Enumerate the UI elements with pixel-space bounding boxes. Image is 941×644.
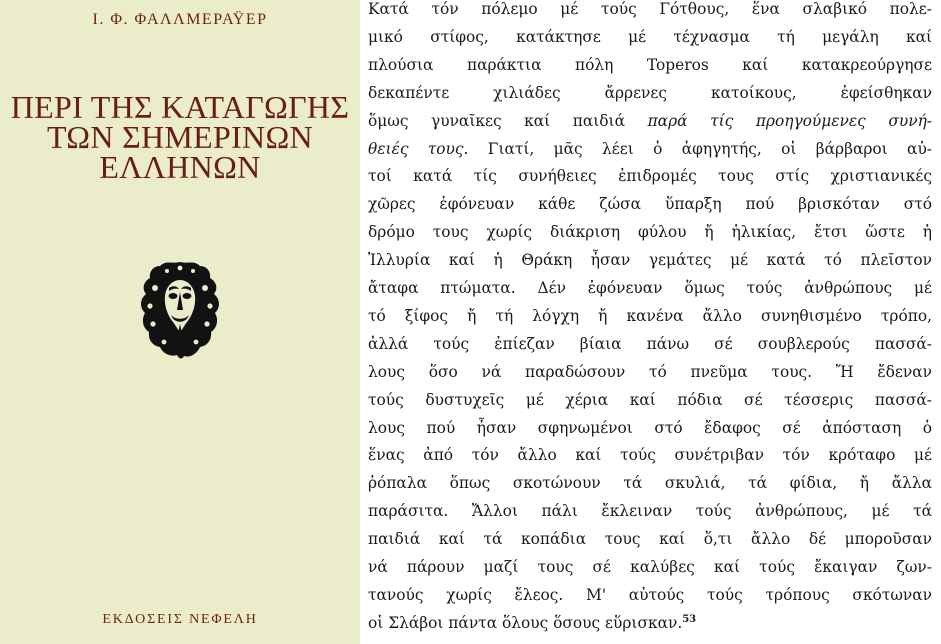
italic-text: θειές τους: [368, 139, 464, 158]
cover-author: Ι. Φ. ΦΑΛΛΜΕΡΑΫΕΡ: [92, 11, 268, 28]
cover-title-line-2: ΤΩΝ ΣΗΜΕΡΙΝΩΝ: [47, 119, 313, 155]
text-line: [368, 110, 932, 132]
text-segment: δρόμο τους χωρίς διάκριση φύλου ἤ ἡλικίας, ἔτσι ὥστε ἡ: [368, 223, 932, 242]
text-segment: λους ὅσο νά παραδώσουν τό πνεῦμα τους. Ἤ ἔδεναν: [368, 362, 932, 381]
text-line: [368, 277, 932, 299]
text-line: [368, 165, 932, 187]
text-segment: ἄταφα πτώματα. Δέν ἐφόνευαν ὅμως τούς ἀνθρώπους μέ: [368, 279, 932, 297]
text-line: [368, 82, 932, 104]
text-line: [368, 444, 932, 466]
text-line: [368, 54, 932, 76]
text-line: [368, 500, 932, 522]
text-segment: οἱ Σλάβοι πάντα ὅλους ὅσους εὕρισκαν.: [368, 613, 683, 632]
text-segment: τό ξίφος ἤ τή λόγχη ἤ κανένα ἄλλο συνηθισμένο τρόπο,: [368, 306, 932, 325]
text-segment: τοί κατά τίς συνήθειες ἐπιδρομές τους στίς χριστιανικές: [368, 167, 932, 186]
text-segment: νά πάρουν μαζί τους σέ καλύβες καί τούς ἔκαιγαν ζων-: [368, 558, 932, 576]
text-line: [368, 333, 932, 355]
text-line: [368, 389, 932, 411]
text-line: [368, 612, 932, 634]
cover-title-line-3: ΕΛΛΗΝΩΝ: [99, 149, 261, 185]
text-line: [368, 417, 932, 439]
text-line: [368, 193, 932, 215]
text-line: [368, 305, 932, 327]
text-segment: παιδιά καί τά κοπάδια τους καί ὅ,τι ἄλλο δέ μποροῦσαν: [368, 530, 932, 549]
text-line: [368, 361, 932, 383]
passage-text: [362, 0, 941, 644]
text-segment: ῥόπαλα ὅπως σκοτώνουν τά σκυλιά, τά φίδια, ἤ ἄλλα: [368, 474, 932, 493]
text-segment: ἀλλά τούς ἐπίεζαν βίαια πάνω σέ σουβλερούς πασσά-: [368, 334, 932, 353]
text-segment: Κατά τόν πόλεμο μέ τούς Γότθους, ἕνα σλαβικό πολε-: [368, 0, 932, 18]
text-segment: ὅμως γυναῖκες καί παιδιά: [368, 111, 648, 130]
text-line: [368, 528, 932, 550]
text-segment: πλούσια παράκτια πόλη Toperos καί κατακρεούργησε: [368, 55, 932, 74]
text-line: [368, 0, 932, 20]
text-segment: τούς δυστυχεῖς μέ χέρια καί πόδια σέ τέσσερις πασσά-: [368, 390, 932, 409]
cover-title: [0, 89, 360, 185]
text-segment: . Γιατί, μᾶς λέει ὁ ἀφηγητής, οἱ βάρβαροι αὐ-: [463, 139, 932, 158]
lion-mask-ornament-icon: [133, 258, 227, 362]
text-segment: δεκαπέντε χιλιάδες ἄρρενες κατοίκους, ἐφείσθηκαν: [368, 83, 932, 102]
text-line: [368, 472, 932, 494]
text-line: [368, 249, 932, 271]
cover-title-line-1: ΠΕΡΙ ΤΗΣ ΚΑΤΑΓΩΓΗΣ: [10, 89, 350, 125]
text-segment: τανούς χωρίς ἔλεος. Μ' αὐτούς τούς τρόπους σκότωναν: [368, 585, 932, 604]
text-segment: Ἰλλυρία καί ἡ Θράκη ἦσαν γεμάτες μέ κατά τό πλεῖστον: [368, 251, 932, 270]
text-line: [368, 556, 932, 578]
cover-publisher: ΕΚΔΟΣΕΙΣ ΝΕΦΕΛΗ: [102, 612, 258, 627]
text-line: [368, 584, 932, 606]
text-segment: χῶρες ἐφόνευαν κάθε ζώσα ὕπαρξη πού βρισκόταν στό: [368, 195, 932, 214]
book-cover: [0, 0, 360, 644]
text-segment: ἕνας ἀπό τόν ἄλλο καί τούς συνέτριβαν τόν κρόταφο μέ: [368, 446, 932, 465]
text-line: [368, 221, 932, 243]
italic-text: παρά τίς προηγούμενες συνή-: [647, 111, 932, 130]
text-segment: λους πού ἦσαν σφηνωμένοι στό ἔδαφος σέ ἀπόσταση ὁ: [368, 418, 932, 437]
text-segment: μικό στίφος, κατάκτησε μέ τέχνασμα τή μεγάλη καί: [368, 27, 932, 46]
text-line: [368, 26, 932, 48]
text-line: [368, 138, 932, 160]
footnote-ref: 53: [682, 613, 697, 625]
text-segment: παράσιτα. Ἄλλοι πάλι ἔκλειναν τούς ἀνθρώπους, μέ τά: [368, 502, 932, 521]
